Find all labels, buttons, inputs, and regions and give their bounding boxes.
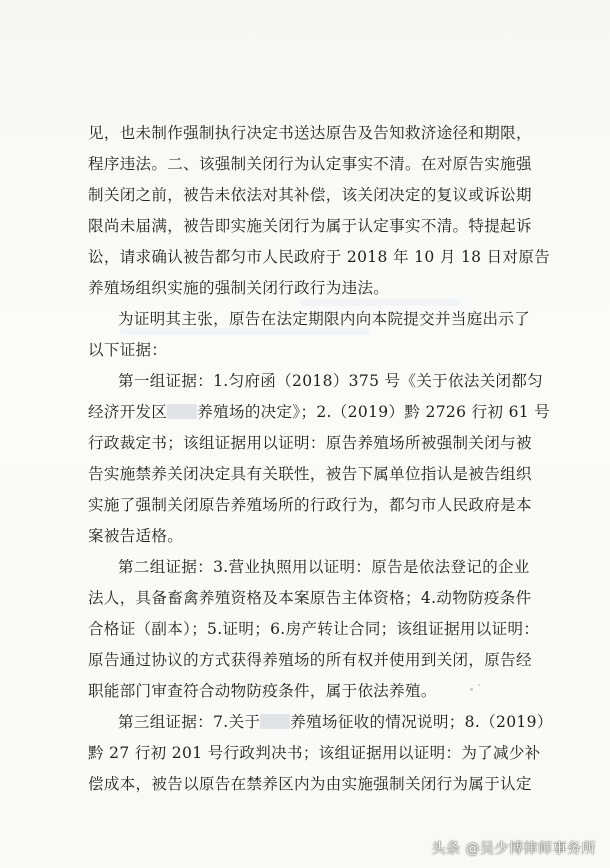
- text-line: 第一组证据：1.匀府函（2018）375 号《关于依法关闭都匀: [118, 372, 544, 390]
- text-line: 合格证（副本）；5.证明；6.房产转让合同；该组证据用以证明：: [88, 620, 540, 638]
- text-line-with-redaction: [88, 402, 551, 422]
- text-line: 行政裁定书；该组证据用以证明：原告养殖场所被强制关闭与被: [88, 434, 532, 452]
- text-line: 限尚未届满，被告即实施关闭行为属于认定事实不清。特提起诉: [88, 217, 532, 235]
- text-line: 讼，请求确认被告都匀市人民政府于 2018 年 10 月 18 日对原告: [88, 248, 551, 266]
- bleed-through-mark: [120, 328, 370, 335]
- redaction-block: [167, 404, 197, 419]
- text-segment: 养殖场征收的情况说明；8.（2019）: [290, 713, 553, 731]
- text-line: 案被告适格。: [88, 527, 184, 545]
- text-line: 制关闭之前，被告未依法对其补偿，该关闭决定的复议或诉讼期: [88, 186, 532, 204]
- text-line: 养殖场组织实施的强制关闭行政行为违法。: [88, 279, 390, 297]
- text-line: 第二组证据：3.营业执照用以证明：原告是依法登记的企业: [118, 558, 530, 576]
- watermark: 头条 @吴少博律师事务所: [431, 841, 596, 857]
- text-line-with-redaction: [118, 712, 553, 732]
- text-line: 程序违法。二、该强制关闭行为认定事实不清。在对原告实施强: [88, 155, 532, 173]
- text-line: 职能部门审查符合动物防疫条件，属于依法养殖。: [88, 682, 437, 700]
- redaction-block: [260, 714, 290, 729]
- text-line: 偿成本，被告以原告在禁养区内为由实施强制关闭行为属于认定: [88, 775, 532, 793]
- text-segment: 养殖场的决定》；2.（2019）黔 2726 行初 61 号: [197, 403, 551, 421]
- text-line: 法人，具备畜禽养殖资格及本案原告主体资格；4.动物防疫条件: [88, 589, 532, 607]
- text-line: 为证明其主张，原告在法定期限内向本院提交并当庭出示了: [118, 310, 531, 328]
- bleed-through-mark: [300, 299, 460, 306]
- text-line: 以下证据：: [88, 341, 168, 359]
- text-line: 实施了强制关闭原告养殖场所的行政行为，都匀市人民政府是本: [88, 496, 532, 514]
- text-line: 黔 27 行初 201 号行政判决书；该组证据用以证明：为了减少补: [88, 744, 541, 762]
- text-line: 告实施禁养关闭决定具有关联性，被告下属单位指认是被告组织: [88, 465, 532, 483]
- text-segment: 经济开发区: [88, 403, 168, 421]
- text-segment: 第三组证据：7.关于: [118, 713, 261, 731]
- text-line: 原告通过协议的方式获得养殖场的所有权并使用到关闭，原告经: [88, 651, 532, 669]
- text-line: 见，也未制作强制执行决定书送达原告及告知救济途径和期限，: [88, 124, 532, 142]
